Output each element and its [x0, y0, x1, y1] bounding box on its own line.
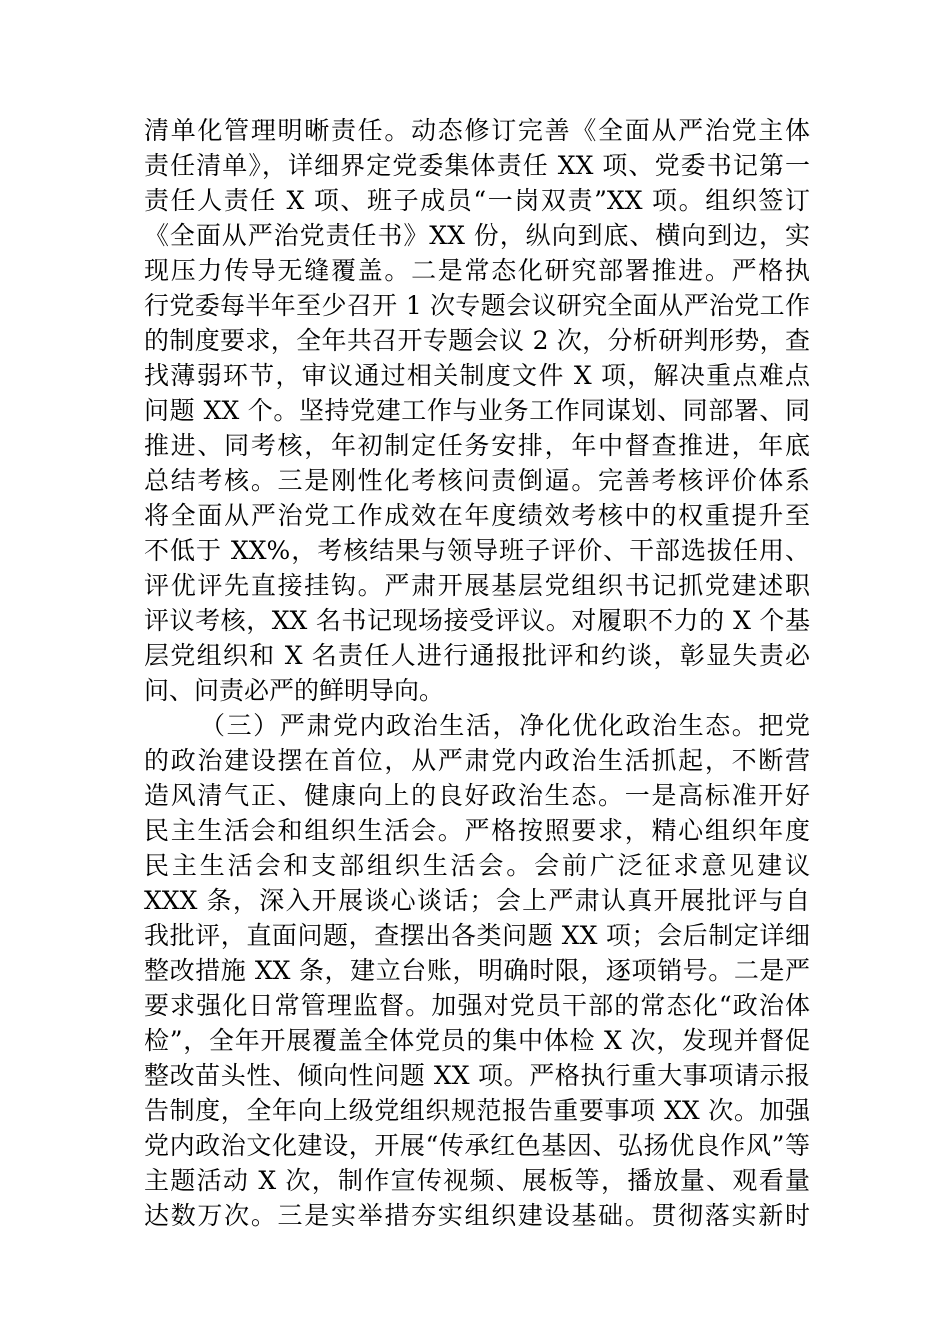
text-line: 《全面从严治党责任书》XX 份，纵向到底、横向到边，实 [144, 221, 810, 250]
text-line: 行党委每半年至少召开 1 次专题会议研究全面从严治党工作 [144, 291, 810, 320]
text-line: 将全面从严治党工作成效在年度绩效考核中的权重提升至 [144, 501, 810, 530]
text-line: 找薄弱环节，审议通过相关制度文件 X 项，解决重点难点 [144, 361, 810, 390]
text-line: 清单化管理明晰责任。动态修订完善《全面从严治党主体 [144, 116, 810, 145]
text-line: 问题 XX 个。坚持党建工作与业务工作同谋划、同部署、同 [144, 396, 810, 425]
text-line: XXX 条，深入开展谈心谈话；会上严肃认真开展批评与自 [144, 886, 810, 915]
text-line: 现压力传导无缝覆盖。二是常态化研究部署推进。严格执 [144, 256, 810, 285]
text-line: 的制度要求，全年共召开专题会议 2 次，分析研判形势，查 [144, 326, 810, 355]
text-line: 整改措施 XX 条，建立台账，明确时限，逐项销号。二是严 [144, 956, 810, 985]
paragraph-1 [144, 113, 810, 708]
document-body [144, 113, 810, 1233]
text-line: 推进、同考核，年初制定任务安排，年中督查推进，年底 [144, 431, 810, 460]
text-line: 民主生活会和支部组织生活会。会前广泛征求意见建议 [144, 851, 810, 880]
text-line: 主题活动 X 次，制作宣传视频、展板等，播放量、观看量 [144, 1166, 810, 1195]
text-line: 责任人责任 X 项、班子成员“一岗双责”XX 项。组织签订 [144, 186, 810, 215]
text-line: 的政治建设摆在首位，从严肃党内政治生活抓起，不断营 [144, 746, 810, 775]
paragraph-2 [144, 708, 810, 1233]
text-line: 要求强化日常管理监督。加强对党员干部的常态化“政治体 [144, 991, 810, 1020]
text-line: 总结考核。三是刚性化考核问责倒逼。完善考核评价体系 [144, 466, 810, 495]
text-line: 我批评，直面问题，查摆出各类问题 XX 项；会后制定详细 [144, 921, 810, 950]
text-line: 民主生活会和组织生活会。严格按照要求，精心组织年度 [144, 816, 810, 845]
text-line: 层党组织和 X 名责任人进行通报批评和约谈，彰显失责必 [144, 641, 810, 670]
text-line: 评议考核，XX 名书记现场接受评议。对履职不力的 X 个基 [144, 606, 810, 635]
section-heading-line: （三）严肃党内政治生活，净化优化政治生态。把党 [200, 711, 810, 740]
text-line: 问、问责必严的鲜明导向。 [144, 676, 445, 705]
text-line: 责任清单》，详细界定党委集体责任 XX 项、党委书记第一 [144, 151, 810, 180]
text-line: 告制度，全年向上级党组织规范报告重要事项 XX 次。加强 [144, 1096, 810, 1125]
text-line: 评优评先直接挂钩。严肃开展基层党组织书记抓党建述职 [144, 571, 810, 600]
text-line: 造风清气正、健康向上的良好政治生态。一是高标准开好 [144, 781, 810, 810]
text-line: 整改苗头性、倾向性问题 XX 项。严格执行重大事项请示报 [144, 1061, 810, 1090]
text-line: 达数万次。三是实举措夯实组织建设基础。贯彻落实新时 [144, 1201, 810, 1230]
text-line: 检”，全年开展覆盖全体党员的集中体检 X 次，发现并督促 [144, 1026, 810, 1055]
text-line: 不低于 XX%，考核结果与领导班子评价、干部选拔任用、 [144, 536, 810, 565]
text-line: 党内政治文化建设，开展“传承红色基因、弘扬优良作风”等 [144, 1131, 810, 1160]
